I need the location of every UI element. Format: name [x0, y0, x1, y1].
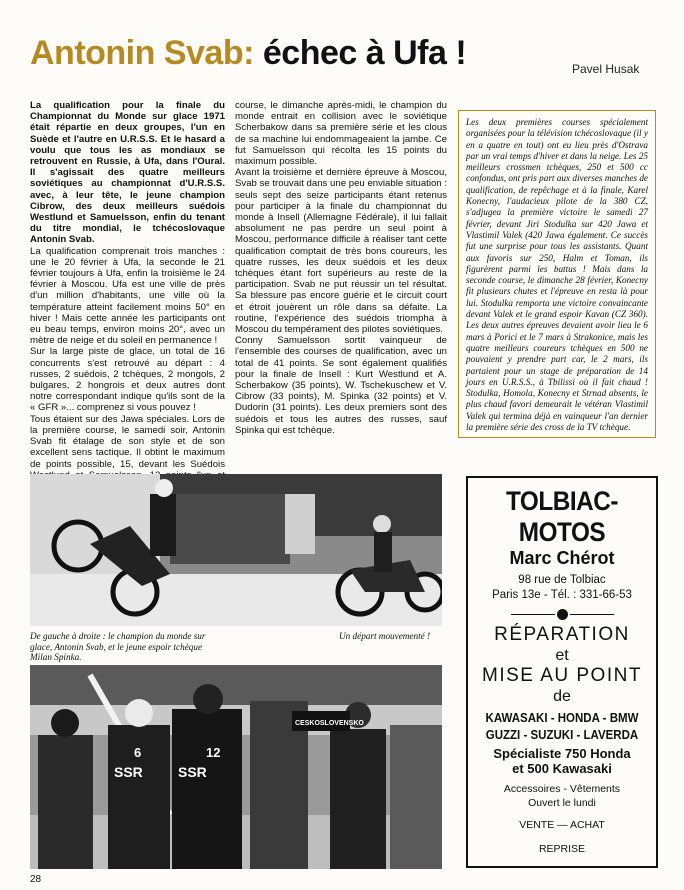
page-number: 28	[30, 874, 42, 885]
ad-brands-line1: KAWASAKI - HONDA - BMW	[485, 711, 639, 725]
sidebar-box	[458, 110, 656, 438]
article-paragraph: Conny Samuelsson sortit vainqueur de l'ensemble des courses de qualification, avec un total de 41 points. Se sont également qualifiés pour la finale de Insell : Kurt Westlund et A. Scherbakow (35 points), W. Tschekuschew et V. Cibrow (33 points), M. Spinka (32 points) et V. Dudorin (31 points). Les deux premiers sont des suédois et tous les autres des russes, sauf Spinka qui est tchèque.	[235, 335, 447, 436]
ad-specialist-line1: Spécialiste 750 Honda	[493, 746, 631, 761]
photo-riders	[30, 665, 442, 869]
photo-bib-number-b: 12	[206, 745, 221, 760]
article-title	[30, 34, 650, 80]
author-byline: Pavel Husak	[572, 62, 640, 76]
photo-caption-right: Un départ mouvementé !	[339, 631, 431, 641]
photo-bib-b: SSR	[178, 764, 207, 780]
ad-mise-au-point: MISE AU POINT	[482, 665, 642, 686]
ad-owner: Marc Chérot	[509, 548, 615, 568]
ad-de: de	[553, 688, 571, 705]
photo-race-start	[30, 474, 442, 626]
article-column-2	[235, 100, 447, 436]
ad-open-hours: Ouvert le lundi	[528, 797, 596, 809]
dot-icon	[557, 609, 568, 620]
ad-specialist-line2: et 500 Kawasaki	[512, 761, 612, 776]
article-paragraph: La qualification comprenait trois manches : une le 20 février à Ufa, la seconde le 21 février toujours à Ufa, enfin la troisième le 24 février à Moscou. Ufa est une ville de près d'un million d'habitants, une ville où la température atteint facilement moins 50° en hiver ! Mais cette année les participants ont eu beau temps, environ moins 20°, avec un mètre de neige et du soleil en permanence !	[30, 245, 225, 347]
title-rest: échec à Ufa !	[253, 34, 467, 72]
photo-sign-text: CESKOSLOVENSKO	[295, 720, 364, 727]
ad-reparation: RÉPARATION	[494, 624, 630, 645]
title-name: Antonin Svab:	[30, 34, 254, 72]
ad-address-line2: Paris 13e - Tél. : 331-66-53	[492, 589, 632, 601]
article-lead: La qualification pour la finale du Championnat du Monde sur glace 1971 était répartie en deux groupes, l'un en Suède et l'autre en U.R.S.S. Et le hasard a voulu que tous les as mondiaux se retrouvent en Russie, à Ufa, dans l'Oural. Il s'agissait des quatre meilleurs soviétiques au championnat d'U.R.S.S. avec, à leur tête, le jeune champion Cibrow, des deux meilleurs suédois Westlund et Samuelsson, enfin du tenant du titre mondial, le tchécoslovaque Antonin Svab.	[30, 100, 225, 246]
advertisement-box	[466, 476, 658, 868]
ad-et: et	[555, 647, 569, 664]
ad-separator	[468, 609, 656, 620]
article-paragraph: Avant la troisième et dernière épreuve à Moscou, Svab se trouvait dans une peu enviable situation : seuls sept des seize participants étant retenus pour participer à la finale du championnat du monde à Insell (Allemagne Fédérale), il lui fallait absolument ne pas perdre un seul point à Moscou, performance difficile à réaliser tant cette qualification comptait de très bons coureurs, les quatre russes, les deux suédois et les deux tchèques étant fort supérieurs au reste de la participation. Svab ne put réussir un tel résultat. Sa blessure pas encore guérie et le circuit court et étroit jouèrent un rôle dans sa défaite. La routine, l'expérience des suédois triompha à Moscou du tempérament des pilotes soviétiques.	[235, 167, 447, 336]
ad-brand: TOLBIAC-MOTOS	[505, 486, 619, 547]
article-paragraph: Tous étaient sur des Jawa spéciales. Lors de la première course, le samedi soir, Antonin Svab fit étalage de son style et de son excellent sens tactique. Il obtint le maximum de points possible, 15, devant les Suédois	[30, 413, 225, 470]
photo-caption-left: De gauche à droite : le champion du monde sur glace, Antonin Svab, et le jeune espoir tchèque Milan Spinka.	[30, 631, 206, 662]
article-column-1	[30, 100, 225, 492]
ad-accessories: Accessoires - Vêtements	[503, 783, 621, 795]
article-paragraph: Sur la large piste de glace, un total de 16 concurrents s'est retrouvé au départ : 4 russes, 2 suédois, 2 tchèques, 2 mongols, 2 bulgares, 2 hongrois et deux autres dont notre correspondant indique qu'ils sont de la « GFR »... comprenez si vous pouvez !	[30, 346, 225, 414]
ad-address-line1: 98 rue de Tolbiac	[518, 574, 606, 586]
sidebar-text: Les deux premières courses spécialement organisées pour la télévision tchécoslovaque (il y en a quatre en tout) ont eu lieu près d'Ostrava par un vrai temps d'hiver et dans la neige. Les 25 meilleurs crossmen tchèques, 250 et 500 cc confondus, ont pris part aux diverses manches de qualification, de repêchage et à la finale, Karel Konecny, l'audacieux pilote de la 380 CZ, s'adjugea la première victoire le samedi 27 février, devant Jiri Stodulka sur 420 Jawa et Vlastimil Valek (420 Jawa également. Ce succès fut une surprise pour tous les assistants. Quant aux favoris sur 250, Halm et Toman, ils figurèrent parmi les battus ! Mais dans la seconde course, le dimanche 28 février, Konecny fit plusieurs chutes et l'épreuve en resta là pour lui. Stodulka remporta une victoire convaincante devant Valek et le grand espoir Kavan (CZ 360). Les deux autres épreuves devaient avoir lieu le 6 mars à Porici et le 7 mars à Strakonice, mais les quatre meilleurs coureurs tchèques en 500 ne pouvaient y prendre part car, le 2 mars, ils partaient pour un stage de préparation de 14 jours en U.R.S.S., à Tbilissi où il fait chaud ! Stodulka, Homola, Konecny et Strnad absents, le plus chaud favori demeurait le vétéran Vlastimil Valek qui termina déjà en vainqueur l'an dernier la première série des cross de la TV tchèque.	[466, 117, 648, 433]
article-paragraph: course, le dimanche après-midi, le champion du monde entrait en collision avec le soviétique Scherbakow dans sa première série et les clous de sa machine lui endommageaient la jambe. Ce fut Samuelsson qui récolta les 15 points du maximum possible.	[235, 100, 447, 168]
photo-bib-a: SSR	[114, 764, 143, 780]
photo-bib-number-a: 6	[134, 745, 142, 760]
ad-sales: VENTE — ACHAT	[519, 819, 605, 831]
ad-brands-line2: GUZZI - SUZUKI - LAVERDA	[485, 728, 639, 742]
ad-reprise: REPRISE	[538, 843, 586, 855]
